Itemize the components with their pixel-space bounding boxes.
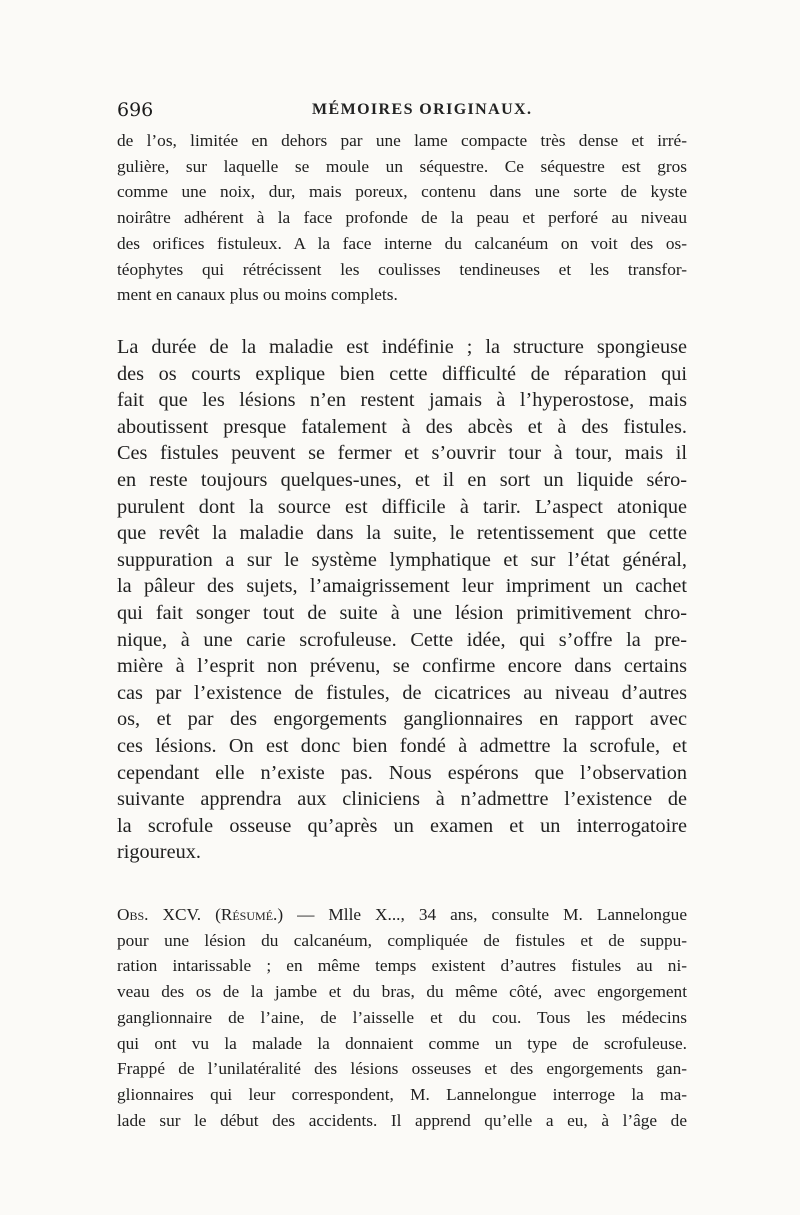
observation-first-line-text: — Mlle X..., 34 ans, consulte M. Lannelongue [283, 905, 687, 924]
text-line: comme une noix, dur, mais poreux, contenu dans une sorte de kyste [117, 182, 687, 202]
text-line: veau des os de la jambe et du bras, du même côté, avec engorgement [117, 982, 687, 1002]
text-line: lade sur le début des accidents. Il apprend qu’elle a eu, à l’âge de [117, 1110, 687, 1130]
text-line: Frappé de l’unilatéralité des lésions osseuses et des engorgements gan- [117, 1059, 687, 1079]
running-head [117, 96, 687, 124]
main-paragraph [117, 334, 687, 866]
observation-first-line [117, 902, 687, 928]
text-line: de l’os, limitée en dehors par une lame compacte très dense et irré- [117, 131, 687, 150]
text-line: Ces fistules peuvent se fermer et s’ouvrir tour à tour, mais il [117, 442, 687, 465]
text-line: rigoureux. [117, 841, 201, 864]
text-line: pour une lésion du calcanéum, compliquée de fistules et de suppu- [117, 930, 687, 950]
text-line: glionnaires qui leur correspondent, M. Lannelongue interroge la ma- [117, 1084, 687, 1104]
text-line: ration intarissable ; en même temps existent d’autres fistules au ni- [117, 956, 687, 976]
text-line: que revêt la maladie dans la suite, le retentissement que cette [117, 522, 687, 545]
text-line: la scrofule osseuse qu’après un examen et un interrogatoire [117, 814, 687, 837]
text-line: ganglionnaire de l’aine, de l’aisselle et du cou. Tous les médecins [117, 1007, 687, 1027]
observation-heading: Obs. XCV. (Résumé.) [117, 905, 284, 924]
text-line: téophytes qui rétrécissent les coulisses tendineuses et les transfor- [117, 259, 687, 279]
text-line: des os courts explique bien cette difficulté de réparation qui [117, 362, 687, 385]
text-line: ment en canaux plus ou moins complets. [117, 285, 398, 305]
observation-paragraph [117, 902, 687, 1133]
text-line: ces lésions. On est donc bien fondé à admettre la scrofule, et [117, 734, 687, 757]
text-line: nique, à une carie scrofuleuse. Cette idée, qui s’offre la pre- [117, 628, 687, 651]
text-line: mière à l’esprit non prévenu, se confirme encore dans certains [117, 655, 687, 678]
text-line: os, et par des engorgements ganglionnaires en rapport avec [117, 708, 687, 731]
top-paragraph [117, 128, 687, 308]
text-line: des orifices fistuleux. A la face interne du calcanéum on voit des os- [117, 233, 687, 253]
text-line: cas par l’existence de fistules, de cicatrices au niveau d’autres [117, 681, 687, 704]
text-line: noirâtre adhérent à la face profonde de la peau et perforé au niveau [117, 208, 687, 228]
text-line: purulent dont la source est difficile à tarir. L’aspect atonique [117, 495, 687, 518]
text-line: la pâleur des sujets, l’amaigrissement leur impriment un cachet [117, 575, 687, 598]
running-title: MÉMOIRES ORIGINAUX. [312, 101, 533, 118]
text-line: suivante apprendra aux cliniciens à n’admettre l’existence de [117, 788, 687, 811]
page-number: 696 [117, 99, 154, 121]
text-line: en reste toujours quelques-unes, et il en sort un liquide séro- [117, 468, 687, 491]
text-line: qui fait songer tout de suite à une lésion primitivement chro- [117, 601, 687, 624]
text-line: cependant elle n’existe pas. Nous espérons que l’observation [117, 761, 687, 784]
text-line: gulière, sur laquelle se moule un séquestre. Ce séquestre est gros [117, 156, 687, 176]
text-line: aboutissent presque fatalement à des abcès et à des fistules. [117, 415, 687, 438]
text-line: fait que les lésions n’en restent jamais à l’hyperostose, mais [117, 389, 687, 412]
text-line: suppuration a sur le système lymphatique et sur l’état général, [117, 548, 687, 571]
text-line: La durée de la maladie est indéfinie ; la structure spongieuse [117, 336, 687, 358]
text-line: qui ont vu la malade la donnaient comme un type de scrofuleuse. [117, 1033, 687, 1053]
